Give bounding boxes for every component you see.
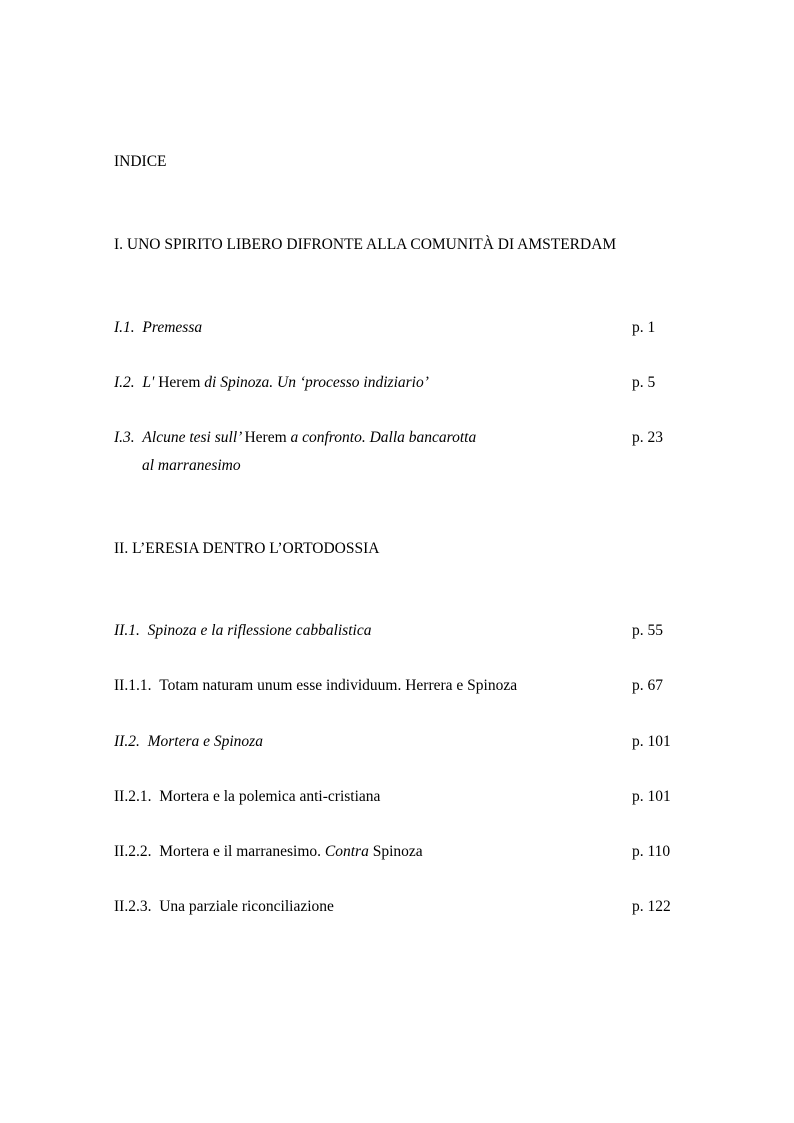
entry-number: I.3. <box>114 429 135 446</box>
entry-title-part: Herem <box>158 374 201 391</box>
toc-entry-1-3 <box>114 429 476 447</box>
page-number: p. 110 <box>632 843 671 860</box>
entry-title-continuation: al marranesimo <box>142 457 241 474</box>
entry-title: Premessa <box>142 319 203 336</box>
page-number: p. 1 <box>632 319 656 336</box>
entry-title-part: Mortera e il marranesimo. <box>159 843 322 860</box>
page-number: p. 101 <box>632 733 671 750</box>
entry-title: Spinoza e la riflessione cabbalistica <box>147 622 372 639</box>
entry-number: I.1. <box>114 319 135 336</box>
page-number: p. 23 <box>632 429 663 446</box>
entry-title: Una parziale riconciliazione <box>159 898 334 915</box>
entry-number: I.2. <box>114 374 135 391</box>
entry-title-part: Spinoza <box>372 843 423 860</box>
entry-number: II.2.1. <box>114 788 152 805</box>
entry-title-part: a confronto. Dalla bancarotta <box>290 429 477 446</box>
page-title: INDICE <box>114 153 167 170</box>
toc-entry-2-1-1 <box>114 677 517 695</box>
entry-title-part: di Spinoza. Un ‘processo indiziario’ <box>204 374 429 391</box>
page-number: p. 5 <box>632 374 656 391</box>
page-number: p. 55 <box>632 622 663 639</box>
toc-entry-1-1 <box>114 319 202 337</box>
entry-title-part: L' <box>142 374 155 391</box>
chapter-heading-1: I. UNO SPIRITO LIBERO DIFRONTE ALLA COMUNITÀ DI AMSTERDAM <box>114 236 617 253</box>
toc-entry-2-2 <box>114 733 263 751</box>
entry-title-part: Contra <box>324 843 369 860</box>
entry-title: Mortera e Spinoza <box>147 733 263 750</box>
entry-number: II.1. <box>114 622 140 639</box>
toc-entry-2-2-1 <box>114 788 380 806</box>
toc-entry-1-2 <box>114 374 429 392</box>
entry-title: Totam naturam unum esse individuum. Herrera e Spinoza <box>159 677 518 694</box>
page-number: p. 101 <box>632 788 671 805</box>
entry-number: II.1.1. <box>114 677 152 694</box>
toc-entry-2-2-3 <box>114 898 334 916</box>
entry-title-part: Herem <box>244 429 287 446</box>
page-number: p. 67 <box>632 677 663 694</box>
toc-entry-2-2-2 <box>114 843 423 861</box>
entry-number: II.2.3. <box>114 898 152 915</box>
toc-entry-2-1 <box>114 622 371 640</box>
entry-number: II.2. <box>114 733 140 750</box>
page-number: p. 122 <box>632 898 671 915</box>
entry-title-part: Alcune tesi sull’ <box>142 429 241 446</box>
chapter-heading-2: II. L’ERESIA DENTRO L’ORTODOSSIA <box>114 540 380 557</box>
entry-title: Mortera e la polemica anti-cristiana <box>159 788 381 805</box>
entry-number: II.2.2. <box>114 843 152 860</box>
